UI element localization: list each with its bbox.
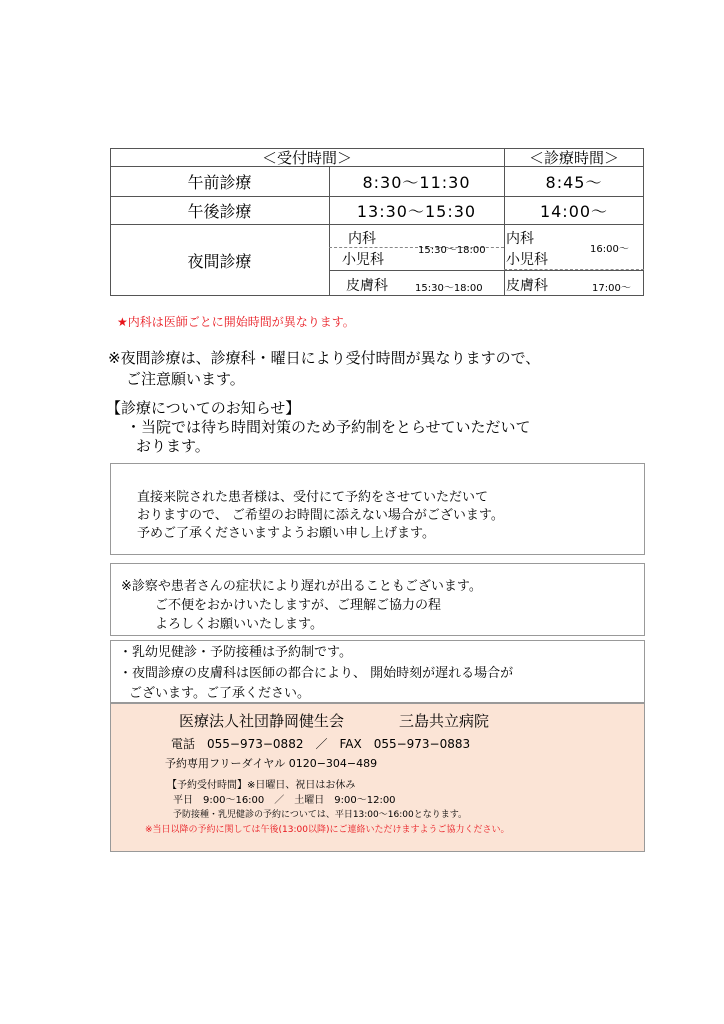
night-note-line1: ※夜間診療は、診療科・曜日により受付時間が異なりますので、 — [108, 349, 541, 367]
row-label-afternoon: 午後診療 — [187, 201, 252, 221]
hours-line: 平日 9:00〜16:00 ／ 土曜日 9:00〜12:00 — [173, 795, 396, 806]
footer-red-note: ※当日以降の予約に関しては午後(13:00以降)にご連絡いただけますようご協力ください。 — [145, 825, 510, 835]
reservation-line1: ・乳幼児健診・予防接種は予約制です。 — [119, 645, 352, 660]
row-label-morning: 午前診療 — [187, 172, 252, 192]
night-consult-dermatology: 皮膚科 — [506, 278, 548, 294]
night-consult-internal: 内科 — [506, 231, 534, 247]
walk-in-line2: おりますので、 ご希望のお時間に添えない場合がございます。 — [137, 508, 504, 523]
notice-line2: おります。 — [136, 437, 210, 455]
row-label-night: 夜間診療 — [187, 251, 252, 271]
night-dept-pediatrics: 小児科 — [342, 252, 384, 268]
night-consult-pediatrics: 小児科 — [506, 252, 548, 268]
header-consultation-time: ＜診療時間＞ — [528, 148, 619, 167]
night-consult-time-1: 16:00〜 — [590, 244, 629, 255]
night-dept-internal: 内科 — [348, 231, 376, 247]
walk-in-line1: 直接来院された患者様は、受付にて予約をさせていただいて — [137, 490, 489, 505]
reservation-line2: ・夜間診療の皮膚科は医師の都合により、 開始時刻が遅れる場合が — [119, 666, 514, 681]
schedule-table — [110, 148, 644, 296]
notice-heading: 【診療についてのお知らせ】 — [106, 399, 301, 417]
reception-time-afternoon: 13:30〜15:30 — [356, 201, 477, 221]
delay-line3: よろしくお願いいたします。 — [155, 617, 323, 632]
delay-line1: ※診察や患者さんの症状により遅れが出ることもございます。 — [121, 579, 482, 594]
walk-in-line3: 予めご了承くださいますようお願い申し上げます。 — [137, 526, 435, 541]
reception-time-morning: 8:30〜11:30 — [362, 172, 471, 192]
walk-in-notice-box — [110, 463, 645, 555]
night-note-line2: ご注意願います。 — [126, 370, 245, 388]
night-reception-time-1: 15:30〜18:00 — [418, 245, 486, 256]
freedial-line: 予約専用フリーダイヤル 0120−304−489 — [165, 757, 378, 770]
delay-notice-box — [110, 563, 645, 636]
consultation-time-morning: 8:45〜 — [545, 172, 603, 192]
reservation-line3: ございます。ご了承ください。 — [129, 686, 310, 701]
vaccine-note: 予防接種・乳児健診の予約については、平日13:00〜16:00となります。 — [173, 810, 467, 820]
header-reception-time: ＜受付時間＞ — [261, 148, 352, 167]
hospital-contact-box — [110, 703, 645, 852]
internal-medicine-note: ★内科は医師ごとに開始時間が異なります。 — [117, 315, 355, 329]
phone-fax-line: 電話 055−973−0882 ／ FAX 055−973−0883 — [171, 737, 471, 751]
delay-line2: ご不便をおかけいたしますが、ご理解ご協力の程 — [155, 598, 442, 613]
organization-name: 医療法人社団静岡健生会 — [179, 712, 345, 730]
night-dept-dermatology: 皮膚科 — [346, 278, 388, 294]
notice-line1: ・当院では待ち時間対策のため予約制をとらせていただいて — [126, 418, 531, 436]
consultation-time-afternoon: 14:00〜 — [539, 201, 609, 221]
night-consult-time-2: 17:00〜 — [592, 283, 631, 294]
hospital-name: 三島共立病院 — [399, 712, 490, 730]
reservation-notice-box — [110, 640, 645, 703]
hours-heading: 【予約受付時間】※日曜日、祝日はお休み — [167, 780, 356, 791]
night-reception-time-2: 15:30〜18:00 — [415, 283, 483, 294]
